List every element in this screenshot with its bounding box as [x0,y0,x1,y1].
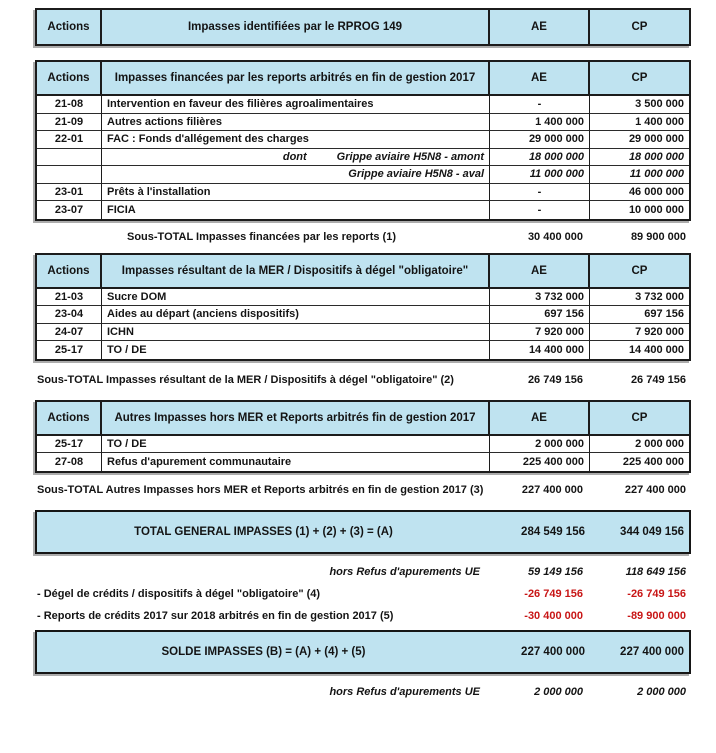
document-sheet [35,8,691,698]
cp-value-cell: 29 000 000 [590,131,689,149]
table3-header-row [37,255,689,289]
subtotal-label: Sous-TOTAL Impasses financées par les reports (1) [127,230,396,243]
description-cell: TO / DE [102,341,490,359]
dont-label: Grippe aviaire H5N8 - amont [336,150,484,163]
table4-title: Autres Impasses hors MER et Reports arbitrés fin de gestion 2017 [102,402,490,436]
degel-line [35,588,691,600]
hors-refus-cp: 2 000 000 [637,685,686,698]
description-cell: Sucre DOM [102,289,490,307]
description-cell: FAC : Fonds d'allégement des charges [102,131,490,149]
action-code-cell: 21-09 [37,114,102,132]
description-cell [102,166,490,184]
solde-cp: 227 400 000 [620,645,684,658]
hors-refus-label: hors Refus d'apurements UE [329,565,480,578]
cp-value-cell: 18 000 000 [590,149,689,167]
ae-value-cell: 14 400 000 [490,341,590,359]
description-cell: FICIA [102,201,490,219]
table-row [37,453,689,471]
table3-ae-header: AE [490,255,590,289]
table4-actions-header: Actions [37,402,102,436]
total-general-box [35,510,691,554]
cp-value-cell: 1 400 000 [590,114,689,132]
subtotal-reports [35,231,691,243]
hors-refus-label: hors Refus d'apurements UE [329,685,480,698]
subtotal-cp: 227 400 000 [624,483,686,496]
table1-ae-header: AE [490,10,590,44]
description-cell: Autres actions filières [102,114,490,132]
description-cell: TO / DE [102,436,490,454]
ae-value-cell: 3 732 000 [490,289,590,307]
ae-value-cell: 11 000 000 [490,166,590,184]
table1-title: Impasses identifiées par le RPROG 149 [102,10,490,44]
table4-ae-header: AE [490,402,590,436]
table-row [37,436,689,454]
subtotal-label: Sous-TOTAL Autres Impasses hors MER et Reports arbitrés en fin de gestion 2017 (3) [37,483,484,496]
description-cell: ICHN [102,324,490,342]
table-row-dont-aval [37,166,689,184]
ae-value-cell: 18 000 000 [490,149,590,167]
cp-value-cell: 3 732 000 [590,289,689,307]
action-code-cell: 25-17 [37,341,102,359]
table-row [37,289,689,307]
subtotal-ae: 30 400 000 [527,230,583,243]
ae-value-cell: 225 400 000 [490,453,590,471]
table-row [37,341,689,359]
cp-value-cell: 11 000 000 [590,166,689,184]
table-row [37,96,689,114]
reports-cp: -89 900 000 [627,609,686,622]
ae-value-cell: - [490,184,590,202]
table-row [37,324,689,342]
cp-value-cell: 14 400 000 [590,341,689,359]
table2-title: Impasses financées par les reports arbitrés en fin de gestion 2017 [102,62,490,96]
solde-impasses-box [35,630,691,674]
subtotal-cp: 89 900 000 [630,230,686,243]
action-code-cell: 21-08 [37,96,102,114]
total-general-ae: 284 549 156 [521,525,585,538]
table3-cp-header: CP [590,255,689,289]
table1-header-row [37,10,689,44]
reports-ae: -30 400 000 [524,609,583,622]
table-row-dont-amont [37,149,689,167]
subtotal-ae: 26 749 156 [527,373,583,386]
table1-cp-header: CP [631,21,648,33]
subtotal-mer [35,374,691,386]
table2-ae-header: AE [490,62,590,96]
subtotal-cp: 26 749 156 [630,373,686,386]
table-impasses-identifiees [35,8,691,46]
table-impasses-mer [35,253,691,361]
table3-actions-header: Actions [37,255,102,289]
table-row [37,131,689,149]
action-code-cell: 21-03 [37,289,102,307]
table-row [37,201,689,219]
description-cell: Refus d'apurement communautaire [102,453,490,471]
table-row [37,114,689,132]
table-autres-impasses [35,400,691,473]
cp-value-cell: 697 156 [590,306,689,324]
subtotal-label: Sous-TOTAL Impasses résultant de la MER / Dispositifs à dégel "obligatoire" (2) [37,373,454,386]
table2-actions-header: Actions [37,62,102,96]
description-cell: Aides au départ (anciens dispositifs) [102,306,490,324]
cp-value-cell: 7 920 000 [590,324,689,342]
action-code-cell: 23-07 [37,201,102,219]
cp-value-cell: 46 000 000 [590,184,689,202]
solde-ae: 227 400 000 [521,645,585,658]
ae-value-cell: 29 000 000 [490,131,590,149]
ae-value-cell: 697 156 [490,306,590,324]
table3-title: Impasses résultant de la MER / Dispositifs à dégel "obligatoire" [102,255,490,289]
cp-value-cell: 2 000 000 [590,436,689,454]
description-cell: Prêts à l'installation [102,184,490,202]
description-cell: Intervention en faveur des filières agroalimentaires [102,96,490,114]
degel-cp: -26 749 156 [627,587,686,600]
dont-prefix: dont [282,150,307,163]
solde-label: SOLDE IMPASSES (B) = (A) + (4) + (5) [161,645,366,658]
table2-cp-header: CP [590,62,689,96]
action-code-cell: 25-17 [37,436,102,454]
cp-value-cell: 225 400 000 [590,453,689,471]
reports-line [35,610,691,622]
action-code-cell: 23-04 [37,306,102,324]
total-general-cp: 344 049 156 [620,525,684,538]
degel-ae: -26 749 156 [524,587,583,600]
total-general-label: TOTAL GENERAL IMPASSES (1) + (2) + (3) = (A) [134,525,393,538]
ae-value-cell: - [490,96,590,114]
ae-value-cell: 7 920 000 [490,324,590,342]
hors-refus-ae: 59 149 156 [527,565,583,578]
table2-header-row [37,62,689,96]
table-impasses-financees [35,60,691,221]
action-code-cell: 22-01 [37,131,102,149]
table-row [37,184,689,202]
hors-refus-cp: 118 649 156 [625,565,686,578]
hors-refus-ae: 2 000 000 [534,685,583,698]
action-code-cell: 27-08 [37,453,102,471]
ae-value-cell: 1 400 000 [490,114,590,132]
cp-value-cell: 3 500 000 [590,96,689,114]
table4-header-row [37,402,689,436]
action-code-cell: 23-01 [37,184,102,202]
action-code-cell: 24-07 [37,324,102,342]
subtotal-ae: 227 400 000 [521,483,583,496]
degel-label: - Dégel de crédits / dispositifs à dégel "obligatoire" (4) [37,587,321,600]
table1-actions-header: Actions [37,10,102,44]
ae-value-cell: - [490,201,590,219]
action-code-cell [37,166,102,184]
description-cell [102,149,490,167]
table-row [37,306,689,324]
action-code-cell [37,149,102,167]
dont-label: Grippe aviaire H5N8 - aval [348,168,484,181]
reports-label: - Reports de crédits 2017 sur 2018 arbitrés en fin de gestion 2017 (5) [37,609,394,622]
ae-value-cell: 2 000 000 [490,436,590,454]
cp-value-cell: 10 000 000 [590,201,689,219]
subtotal-autres [35,484,691,496]
table4-cp-header: CP [590,402,689,436]
hors-refus-line-2 [35,686,691,698]
hors-refus-line-1 [35,566,691,578]
